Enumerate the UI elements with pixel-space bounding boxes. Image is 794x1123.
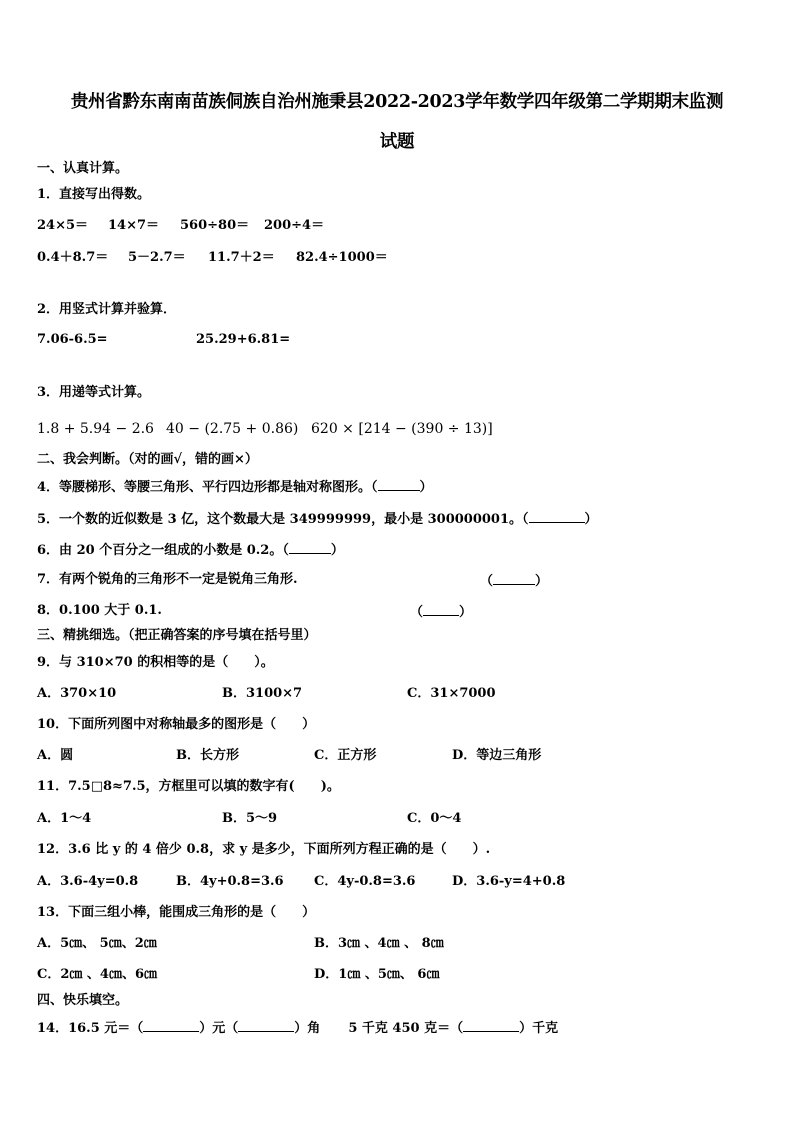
judge-item-7-text: 7．有两个锐角的三角形不一定是锐角三角形. [37,572,298,587]
option-c[interactable]: C．31×7000 [407,686,496,701]
vertical-calc-item: 7.06-6.5= [37,332,108,347]
option-c[interactable]: C．正方形 [314,748,377,763]
paren-close: ） [535,574,549,589]
paren-close: ） [419,480,433,495]
question-13-stem: 13．下面三组小棒，能围成三角形的是（ ） [37,905,316,920]
judge-text: 4．等腰梯形、等腰三角形、平行四边形都是轴对称图形。（ [37,480,378,495]
option-b[interactable]: B．5～9 [222,811,278,826]
judge-item-8-answer [410,602,472,622]
option-b[interactable]: B．3100×7 [222,686,303,701]
option-c[interactable]: C．0～4 [407,811,462,826]
option-a[interactable]: A．370×10 [37,686,117,701]
answer-blank[interactable] [289,540,331,554]
q14-part: ）元（ [199,1021,239,1036]
question-12-stem: 12．3.6 比 y 的 4 倍少 0.8，求 y 是多少，下面所列方程正确的是（ ）. [37,842,491,857]
question-2-label: 2．用竖式计算并验算． [37,302,177,317]
question-9-stem: 9．与 310×70 的积相等的是（ ）。 [37,655,274,670]
option-a[interactable]: A．5㎝、 5㎝、2㎝ [37,936,157,951]
stepwise-calc-item: 1.8 + 5.94 − 2.6 [37,421,154,437]
paren-close: ） [584,512,598,527]
stepwise-calc-item: 620 × [214 − (390 ÷ 13)] [311,421,493,437]
judge-item-5 [37,509,598,529]
judge-text: 6．由 20 个百分之一组成的小数是 0.2。（ [37,543,289,558]
page-title: 贵州省黔东南南苗族侗族自治州施秉县2022-2023学年数学四年级第二学期期末监测 [70,92,724,112]
option-d[interactable]: D．1㎝ 、5㎝、 6㎝ [314,967,440,982]
paren-close: ） [330,543,344,558]
calc-item: 200÷4＝ [264,218,325,233]
option-d[interactable]: D．等边三角形 [452,748,542,763]
option-b[interactable]: B．3㎝ 、4㎝ 、 8㎝ [314,936,444,951]
section-heading-1: 一、认真计算。 [37,161,129,176]
answer-blank[interactable] [238,1018,294,1032]
page-title-continued: 试题 [379,132,415,152]
q14-part: 5 千克 450 克＝（ [348,1021,464,1036]
calc-item: 24×5＝ [37,218,89,233]
judge-item-8-text: 8．0.100 大于 0.1. [37,603,162,618]
option-a[interactable]: A．圆 [37,748,74,763]
calc-item: 14×7＝ [108,218,160,233]
judge-text: 5．一个数的近似数是 3 亿，这个数最大是 349999999，最小是 300000001。（ [37,512,529,527]
option-a[interactable]: A．3.6-4y=0.8 [37,874,139,889]
calc-item: 5－2.7＝ [128,250,186,265]
answer-blank[interactable] [493,571,535,585]
question-3-label: 3．用递等式计算。 [37,385,151,400]
option-a[interactable]: A．1～4 [37,811,92,826]
option-d[interactable]: D．3.6-y=4+0.8 [452,874,566,889]
calc-item: 82.4÷1000＝ [296,250,388,265]
option-b[interactable]: B．长方形 [176,748,239,763]
answer-blank[interactable] [529,509,585,523]
vertical-calc-item: 25.29+6.81= [196,332,291,347]
calc-item: 0.4＋8.7＝ [37,250,109,265]
section-heading-2: 二、我会判断。（对的画√，错的画×） [37,452,258,467]
stepwise-calc-item: 40 − (2.75 + 0.86) [166,421,299,437]
answer-blank[interactable] [143,1018,199,1032]
judge-item-7-answer [480,571,548,591]
q14-part: ）角 [294,1021,321,1036]
option-c[interactable]: C．2㎝ 、4㎝、6㎝ [37,967,158,982]
section-heading-3: 三、精挑细选。（把正确答案的序号填在括号里） [37,628,317,643]
q14-part: ）千克 [519,1021,559,1036]
question-1-label: 1．直接写出得数。 [37,187,151,202]
calc-item: 11.7＋2＝ [208,250,275,265]
question-14 [37,1018,558,1038]
question-10-stem: 10．下面所列图中对称轴最多的图形是（ ） [37,717,316,732]
option-b[interactable]: B．4y+0.8=3.6 [176,874,284,889]
paren-open: （ [480,574,494,589]
option-c[interactable]: C．4y-0.8=3.6 [314,874,416,889]
q14-part: 14．16.5 元＝（ [37,1021,144,1036]
answer-blank[interactable] [378,477,420,491]
answer-blank[interactable] [463,1018,519,1032]
section-heading-4: 四、快乐填空。 [37,993,129,1008]
calc-item: 560÷80＝ [180,218,250,233]
judge-item-6 [37,540,344,560]
judge-item-4 [37,477,433,497]
paren-close: ） [459,605,473,620]
answer-blank[interactable] [423,602,459,616]
paren-open: （ [410,605,424,620]
question-11-stem: 11．7.5□8≈7.5，方框里可以填的数字有( )。 [37,779,340,794]
